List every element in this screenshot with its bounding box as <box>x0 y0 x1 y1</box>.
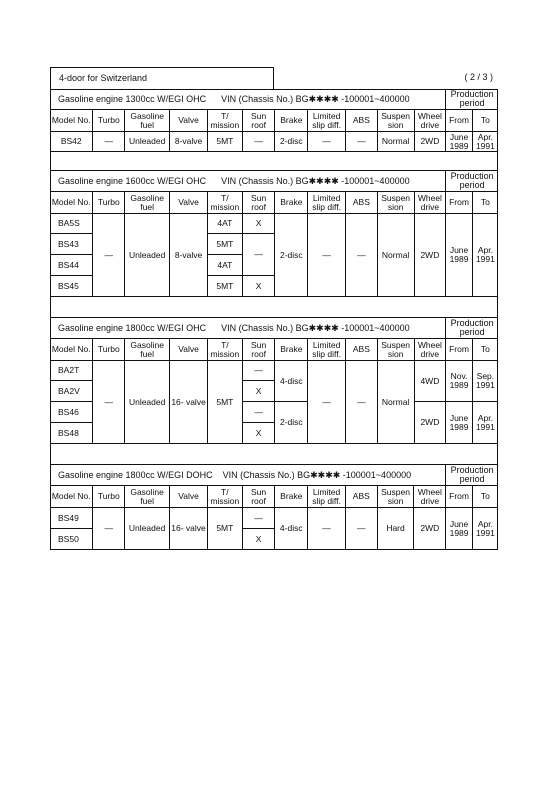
wheel-cell: 2WD <box>414 508 446 550</box>
col-trans: T/ mission <box>207 110 242 132</box>
col-fuel: Gasoline fuel <box>125 192 170 214</box>
fuel-cell: Unleaded <box>125 132 170 152</box>
col-trans: T/ mission <box>207 192 242 214</box>
col-trans: T/ mission <box>207 486 242 508</box>
turbo-cell: — <box>93 508 125 550</box>
col-lsd: Limited slip diff. <box>308 192 346 214</box>
column-header-row <box>50 486 498 508</box>
valve-cell: 8-valve <box>170 132 208 152</box>
section-gap <box>50 298 498 318</box>
page-number: ( 2 / 3 ) <box>464 72 493 82</box>
vin-label: VIN (Chassis No.) BG✱✱✱✱ -100001~400000 <box>221 322 410 333</box>
table-row <box>50 361 498 381</box>
col-abs: ABS <box>346 110 378 132</box>
turbo-cell: — <box>93 361 125 444</box>
susp-cell: Hard <box>377 508 414 550</box>
from-cell: June 1989 <box>446 508 473 550</box>
to-cell: Apr. 1991 <box>472 402 498 444</box>
model-cell: BA2V <box>50 381 93 402</box>
col-fuel: Gasoline fuel <box>125 339 170 361</box>
col-abs: ABS <box>345 486 377 508</box>
turbo-cell: — <box>93 214 125 297</box>
col-brake: Brake <box>275 486 308 508</box>
section-gap <box>50 151 498 171</box>
col-sunroof: Sun roof <box>242 486 275 508</box>
vin-label: VIN (Chassis No.) BG✱✱✱✱ -100001~400000 <box>221 93 410 104</box>
col-brake: Brake <box>275 339 308 361</box>
col-sunroof: Sun roof <box>242 110 275 132</box>
col-wheel: Wheel drive <box>414 110 446 132</box>
section-title <box>50 465 446 486</box>
brake-cell: 2-disc <box>275 214 308 297</box>
col-susp: Suspen sion <box>377 486 414 508</box>
section-1600-ohc <box>50 171 498 297</box>
col-to: To <box>472 192 498 214</box>
production-header: Production period <box>446 465 498 486</box>
susp-cell: Normal <box>377 214 414 297</box>
model-cell: BS48 <box>50 423 93 444</box>
from-cell: Nov. 1989 <box>446 361 473 402</box>
col-turbo: Turbo <box>93 339 125 361</box>
engine-label: Gasoline engine 1300cc W/EGI OHC <box>58 93 207 104</box>
trans-cell: 5MT <box>207 361 242 444</box>
model-cell: BS42 <box>50 132 93 152</box>
to-cell: Apr. 1991 <box>472 214 498 297</box>
sunroof-cell: X <box>242 381 275 402</box>
brake-cell: 2-disc <box>275 132 308 152</box>
section-title <box>50 318 446 339</box>
model-cell: BA5S <box>50 214 93 234</box>
table-row <box>50 132 498 152</box>
col-abs: ABS <box>346 192 378 214</box>
section-1800-dohc <box>50 465 498 550</box>
col-wheel: Wheel drive <box>414 339 446 361</box>
abs-cell: — <box>346 214 378 297</box>
fuel-cell: Unleaded <box>125 508 170 550</box>
sunroof-cell: — <box>242 508 275 529</box>
wheel-cell: 4WD <box>414 361 446 402</box>
sunroof-cell: — <box>242 132 275 152</box>
engine-label: Gasoline engine 1600cc W/EGI OHC <box>58 175 207 186</box>
sunroof-cell: — <box>242 234 275 276</box>
susp-cell: Normal <box>377 132 414 152</box>
col-to: To <box>472 110 498 132</box>
col-susp: Suspen sion <box>377 110 414 132</box>
col-from: From <box>446 110 473 132</box>
brake-cell: 4-disc <box>275 361 308 402</box>
lsd-cell: — <box>308 508 346 550</box>
trans-cell: 5MT <box>207 234 242 255</box>
model-cell: BS50 <box>50 529 93 550</box>
brake-cell: 2-disc <box>275 402 308 444</box>
abs-cell: — <box>346 361 378 444</box>
to-cell: Apr. 1991 <box>472 132 498 152</box>
table-row <box>50 508 498 529</box>
valve-cell: 16- valve <box>170 508 208 550</box>
col-wheel: Wheel drive <box>414 486 446 508</box>
col-model: Model No. <box>50 110 93 132</box>
production-header: Production period <box>446 171 498 192</box>
col-lsd: Limited slip diff. <box>308 486 346 508</box>
vin-label: VIN (Chassis No.) BG✱✱✱✱ -100001~400000 <box>222 469 412 480</box>
col-sunroof: Sun roof <box>242 339 275 361</box>
wheel-cell: 2WD <box>414 214 446 297</box>
fuel-cell: Unleaded <box>125 214 170 297</box>
from-cell: June 1989 <box>446 132 473 152</box>
col-susp: Suspen sion <box>377 339 414 361</box>
trans-cell: 5MT <box>207 132 242 152</box>
col-valve: Valve <box>170 110 208 132</box>
col-brake: Brake <box>275 192 308 214</box>
col-trans: T/ mission <box>207 339 242 361</box>
from-cell: June 1989 <box>446 214 473 297</box>
turbo-cell: — <box>93 132 125 152</box>
table-row <box>50 214 498 234</box>
col-from: From <box>446 339 473 361</box>
section-title <box>50 171 446 192</box>
susp-cell: Normal <box>377 361 414 444</box>
valve-cell: 8-valve <box>170 214 208 297</box>
wheel-cell: 2WD <box>414 402 446 444</box>
trans-cell: 4AT <box>207 255 242 276</box>
sunroof-cell: X <box>242 529 275 550</box>
to-cell: Apr. 1991 <box>472 508 498 550</box>
column-header-row <box>50 192 498 214</box>
lsd-cell: — <box>308 361 346 444</box>
sunroof-cell: X <box>242 214 275 234</box>
title-text: 4-door for Switzerland <box>59 73 148 83</box>
sunroof-cell: X <box>242 276 275 297</box>
lsd-cell: — <box>308 132 346 152</box>
sunroof-cell: X <box>242 423 275 444</box>
trans-cell: 4AT <box>207 214 242 234</box>
col-valve: Valve <box>170 486 208 508</box>
from-cell: June 1989 <box>446 402 473 444</box>
col-wheel: Wheel drive <box>414 192 446 214</box>
col-turbo: Turbo <box>93 110 125 132</box>
col-turbo: Turbo <box>93 192 125 214</box>
lsd-cell: — <box>308 214 346 297</box>
wheel-cell: 2WD <box>414 132 446 152</box>
section-1300-ohc <box>50 89 498 152</box>
vin-label: VIN (Chassis No.) BG✱✱✱✱ -100001~400000 <box>221 175 410 186</box>
sunroof-cell: — <box>242 361 275 381</box>
engine-label: Gasoline engine 1800cc W/EGI DOHC <box>58 469 213 480</box>
document-title <box>50 67 274 90</box>
col-from: From <box>446 486 473 508</box>
model-cell: BS46 <box>50 402 93 423</box>
col-lsd: Limited slip diff. <box>308 339 346 361</box>
section-gap <box>50 445 498 465</box>
column-header-row <box>50 110 498 132</box>
abs-cell: — <box>345 508 377 550</box>
section-1800-ohc <box>50 318 498 444</box>
col-model: Model No. <box>50 192 93 214</box>
col-valve: Valve <box>170 192 208 214</box>
col-sunroof: Sun roof <box>242 192 275 214</box>
production-header: Production period <box>446 318 498 339</box>
trans-cell: 5MT <box>207 276 242 297</box>
to-cell: Sep. 1991 <box>472 361 498 402</box>
fuel-cell: Unleaded <box>125 361 170 444</box>
model-cell: BS49 <box>50 508 93 529</box>
model-cell: BS43 <box>50 234 93 255</box>
col-to: To <box>472 339 498 361</box>
valve-cell: 16- valve <box>170 361 208 444</box>
col-valve: Valve <box>170 339 208 361</box>
col-model: Model No. <box>50 339 93 361</box>
col-lsd: Limited slip diff. <box>308 110 346 132</box>
col-abs: ABS <box>346 339 378 361</box>
sunroof-cell: — <box>242 402 275 423</box>
column-header-row <box>50 339 498 361</box>
col-from: From <box>446 192 473 214</box>
abs-cell: — <box>346 132 378 152</box>
engine-label: Gasoline engine 1800cc W/EGI OHC <box>58 322 207 333</box>
model-cell: BS45 <box>50 276 93 297</box>
col-model: Model No. <box>50 486 93 508</box>
brake-cell: 4-disc <box>275 508 308 550</box>
col-fuel: Gasoline fuel <box>125 110 170 132</box>
col-susp: Suspen sion <box>377 192 414 214</box>
trans-cell: 5MT <box>207 508 242 550</box>
col-brake: Brake <box>275 110 308 132</box>
model-cell: BA2T <box>50 361 93 381</box>
section-title <box>50 89 446 110</box>
col-fuel: Gasoline fuel <box>125 486 170 508</box>
col-to: To <box>472 486 498 508</box>
model-cell: BS44 <box>50 255 93 276</box>
col-turbo: Turbo <box>93 486 125 508</box>
production-header: Production period <box>446 89 498 110</box>
